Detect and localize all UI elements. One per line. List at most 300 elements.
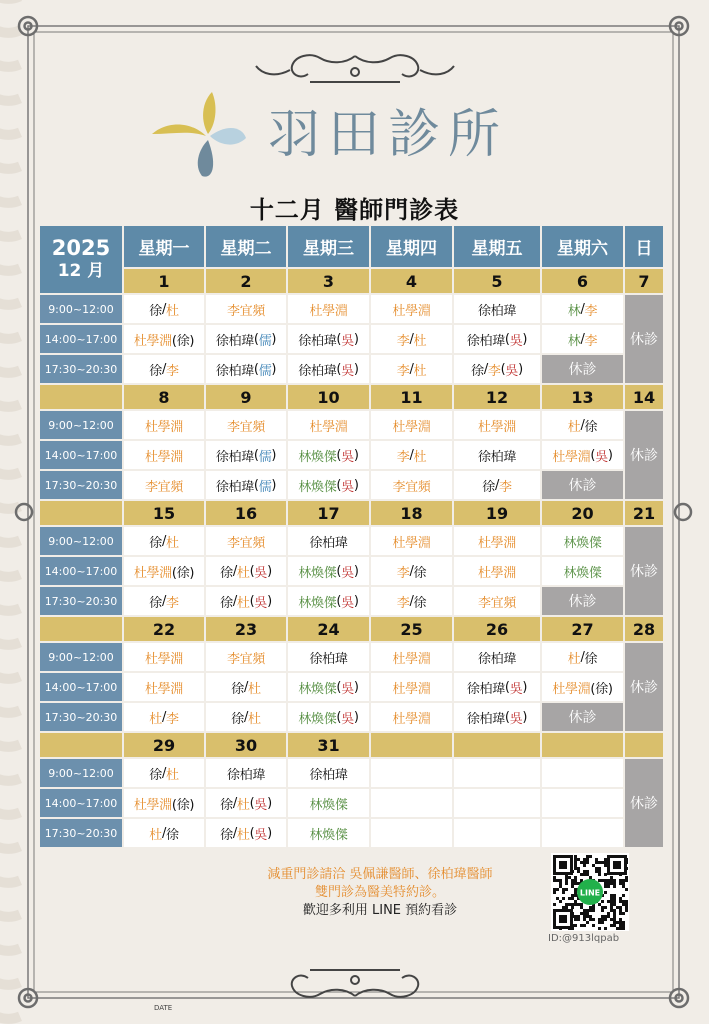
doctor-name: ) xyxy=(271,447,277,463)
doctor-cell xyxy=(124,759,204,787)
doctor-name: / xyxy=(580,417,585,433)
doctor-cell xyxy=(288,295,369,323)
doctor-cell xyxy=(454,587,540,615)
doctor-name: 李宜頻 xyxy=(226,419,266,435)
doctor-name: ) xyxy=(271,331,277,347)
doctor-name: 林煥傑 xyxy=(563,535,602,551)
date-cell: 22 xyxy=(124,617,204,641)
doctor-name: ) xyxy=(353,477,359,493)
doctor-cell xyxy=(542,441,623,469)
doctor-name: 杜學淵 xyxy=(133,565,172,581)
doctor-name: 徐柏瑋 xyxy=(466,711,505,727)
schedule-title: 十二月 醫師門診表 xyxy=(249,196,460,224)
doctor-name: 吳 xyxy=(509,711,523,727)
date-cell: 7 xyxy=(625,269,663,293)
doctor-name: 杜 xyxy=(149,711,162,727)
doctor-name: ) xyxy=(267,593,272,609)
doctor-name: (徐) xyxy=(171,565,195,581)
doctor-name: 杜學淵 xyxy=(552,681,591,697)
doctor-name: 杜學淵 xyxy=(392,681,431,697)
doctor-name: ( xyxy=(253,331,259,347)
doctor-name: 吳 xyxy=(341,333,354,349)
date-cell: 4 xyxy=(371,269,452,293)
doctor-cell xyxy=(454,819,540,847)
line-qr-code[interactable] xyxy=(551,853,629,931)
doctor-name: ) xyxy=(353,331,359,347)
weekday-header: 日 xyxy=(625,226,663,267)
date-cell xyxy=(454,733,540,757)
doctor-name: 徐 xyxy=(220,565,233,581)
date-cell: 17 xyxy=(288,501,369,525)
doctor-cell xyxy=(371,471,452,499)
doctor-cell xyxy=(542,325,623,353)
doctor-name: / xyxy=(243,709,249,725)
doctor-name: ( xyxy=(253,361,259,377)
doctor-cell xyxy=(454,643,540,671)
doctor-name: 李宜頻 xyxy=(392,479,431,495)
doctor-name: 林煥傑 xyxy=(298,449,337,465)
doctor-cell xyxy=(542,295,623,323)
doctor-name: 杜 xyxy=(248,711,261,727)
doctor-name: 李宜頻 xyxy=(144,479,184,495)
doctor-cell xyxy=(288,673,369,701)
doctor-name: 吳 xyxy=(341,363,354,379)
doctor-name: 李 xyxy=(396,595,410,611)
doctor-name: ( xyxy=(336,477,342,493)
doctor-name: 儒 xyxy=(258,333,272,349)
clinic-logo-icon xyxy=(150,90,260,180)
doctor-name: / xyxy=(580,649,585,665)
doctor-cell xyxy=(371,325,452,353)
date-cell: 30 xyxy=(206,733,286,757)
doctor-name: 吳 xyxy=(341,595,354,611)
doctor-name: / xyxy=(161,533,167,549)
doctor-cell xyxy=(206,673,286,701)
doctor-cell xyxy=(288,557,369,585)
line-icon-label: LINE xyxy=(579,888,601,898)
doctor-cell xyxy=(288,325,369,353)
top-ornament xyxy=(250,50,460,90)
doctor-name: 徐 xyxy=(166,827,179,843)
doctor-cell xyxy=(124,325,204,353)
doctor-name: 杜 xyxy=(567,651,581,667)
doctor-name: 吳 xyxy=(254,595,268,611)
weekday-header: 星期四 xyxy=(371,226,452,267)
doctor-name: / xyxy=(232,593,237,609)
doctor-cell xyxy=(288,587,369,615)
doctor-name: ( xyxy=(336,679,342,695)
doctor-name: 杜 xyxy=(236,827,250,843)
doctor-cell xyxy=(124,587,204,615)
doctor-name: 吳 xyxy=(254,797,268,813)
date-cell: 10 xyxy=(288,385,369,409)
doctor-cell xyxy=(288,789,369,817)
clinic-name: 羽田診所 xyxy=(268,105,509,165)
doctor-name: ) xyxy=(267,795,272,811)
doctor-cell xyxy=(288,643,369,671)
doctor-name: 吳 xyxy=(341,479,354,495)
doctor-cell xyxy=(371,643,452,671)
doctor-cell xyxy=(206,557,286,585)
doctor-name: 林煥傑 xyxy=(298,565,337,581)
doctor-cell xyxy=(206,441,286,469)
doctor-name: 李宜頻 xyxy=(226,303,266,319)
doctor-name: 吳 xyxy=(509,333,523,349)
week-label-cell xyxy=(40,501,122,525)
doctor-cell xyxy=(542,557,623,585)
date-cell: 15 xyxy=(124,501,204,525)
doctor-name: 徐 xyxy=(149,535,162,551)
doctor-name: ( xyxy=(504,709,510,725)
doctor-name: 徐柏瑋 xyxy=(309,535,348,551)
doctor-name: 杜學淵 xyxy=(133,797,172,813)
doctor-name: 吳 xyxy=(509,681,523,697)
doctor-name: 杜學淵 xyxy=(133,333,172,349)
doctor-name: 林煥傑 xyxy=(298,479,337,495)
doctor-name: 杜 xyxy=(236,797,250,813)
doctor-name: / xyxy=(232,563,237,579)
doctor-name: 徐 xyxy=(231,711,244,727)
doctor-name: 徐柏瑋 xyxy=(309,651,348,667)
date-cell: 24 xyxy=(288,617,369,641)
doctor-name: ( xyxy=(336,563,342,579)
doctor-name: 李 xyxy=(396,363,410,379)
doctor-name: / xyxy=(161,709,167,725)
doctor-cell xyxy=(454,325,540,353)
date-cell xyxy=(625,733,663,757)
doctor-name: 吳 xyxy=(254,565,268,581)
time-slot-label: 14:00~17:00 xyxy=(40,325,122,353)
doctor-name: 杜學淵 xyxy=(552,449,591,465)
doctor-cell xyxy=(124,557,204,585)
doctor-name: 徐 xyxy=(149,767,162,783)
doctor-cell xyxy=(206,789,286,817)
doctor-name: ( xyxy=(336,447,342,463)
doctor-cell xyxy=(454,703,540,731)
doctor-name: 杜 xyxy=(236,595,250,611)
doctor-name: 杜學淵 xyxy=(144,449,184,465)
doctor-cell xyxy=(124,527,204,555)
date-cell: 18 xyxy=(371,501,452,525)
doctor-name: ) xyxy=(271,477,277,493)
closed-cell: 休診 xyxy=(542,355,623,383)
doctor-name: ) xyxy=(271,361,277,377)
doctor-cell xyxy=(124,441,204,469)
doctor-name: 徐柏瑋 xyxy=(466,681,505,697)
time-slot-label: 17:30~20:30 xyxy=(40,355,122,383)
doctor-name: 徐柏瑋 xyxy=(466,333,505,349)
doctor-cell xyxy=(288,355,369,383)
doctor-cell xyxy=(288,819,369,847)
year-month-box xyxy=(40,226,122,293)
doctor-name: 吳 xyxy=(341,449,354,465)
doctor-name: 李宜頻 xyxy=(226,535,266,551)
date-cell: 29 xyxy=(124,733,204,757)
doctor-cell xyxy=(206,759,286,787)
doctor-name: 杜學淵 xyxy=(144,419,184,435)
date-cell: 14 xyxy=(625,385,663,409)
doctor-cell xyxy=(124,789,204,817)
doctor-name: ( xyxy=(253,447,259,463)
doctor-name: 吳 xyxy=(595,449,608,465)
doctor-name: (徐) xyxy=(590,681,613,697)
doctor-cell xyxy=(371,673,452,701)
doctor-name: 杜學淵 xyxy=(392,535,431,551)
time-slot-label: 17:30~20:30 xyxy=(40,471,122,499)
doctor-name: ( xyxy=(500,361,506,377)
doctor-name: ) xyxy=(353,593,359,609)
date-mark: DATE xyxy=(154,1004,173,1012)
doctor-name: / xyxy=(409,331,414,347)
date-cell: 13 xyxy=(542,385,623,409)
date-cell: 28 xyxy=(625,617,663,641)
doctor-cell xyxy=(454,471,540,499)
closed-cell: 休診 xyxy=(542,587,623,615)
doctor-name: / xyxy=(161,593,167,609)
doctor-cell xyxy=(542,643,623,671)
doctor-name: 徐柏瑋 xyxy=(215,333,254,349)
doctor-cell xyxy=(206,819,286,847)
doctor-name: 杜學淵 xyxy=(392,303,431,319)
doctor-name: 徐 xyxy=(482,479,495,495)
doctor-name: ) xyxy=(522,679,528,695)
weekday-header: 星期五 xyxy=(454,226,540,267)
doctor-name: 林煥傑 xyxy=(298,681,337,697)
doctor-name: 林煥傑 xyxy=(298,711,337,727)
time-slot-label: 14:00~17:00 xyxy=(40,789,122,817)
doctor-name: 徐 xyxy=(413,565,427,581)
doctor-cell xyxy=(371,703,452,731)
doctor-cell xyxy=(124,355,204,383)
doctor-name: / xyxy=(232,795,237,811)
doctor-name: ) xyxy=(353,679,359,695)
doctor-name: ( xyxy=(249,825,255,841)
weekday-header: 星期二 xyxy=(206,226,286,267)
doctor-name: ) xyxy=(353,709,359,725)
doctor-cell xyxy=(124,819,204,847)
doctor-cell xyxy=(206,295,286,323)
doctor-name: 吳 xyxy=(341,711,354,727)
doctor-cell xyxy=(454,295,540,323)
doctor-name: 吳 xyxy=(505,363,519,379)
date-cell: 31 xyxy=(288,733,369,757)
doctor-cell xyxy=(454,673,540,701)
doctor-name: 杜 xyxy=(413,363,427,379)
weight-loss-note: 減重門診請洽 吳佩謙醫師、徐柏瑋醫師 xyxy=(267,867,493,882)
doctor-name: / xyxy=(494,477,500,493)
doctor-name: 杜學淵 xyxy=(309,419,348,435)
doctor-name: ( xyxy=(336,709,342,725)
doctor-cell xyxy=(206,587,286,615)
doctor-name: 吳 xyxy=(341,681,354,697)
year-label: 2025 xyxy=(51,235,111,260)
doctor-cell xyxy=(454,411,540,439)
doctor-name: 李 xyxy=(396,449,410,465)
doctor-name: 杜 xyxy=(166,535,179,551)
date-cell: 8 xyxy=(124,385,204,409)
doctor-name: 林煥傑 xyxy=(309,827,348,843)
doctor-cell xyxy=(288,411,369,439)
doctor-name: 徐柏瑋 xyxy=(215,449,254,465)
date-cell: 9 xyxy=(206,385,286,409)
doctor-name: 儒 xyxy=(258,479,272,495)
doctor-name: 吳 xyxy=(254,827,268,843)
doctor-name: 徐 xyxy=(149,303,162,319)
doctor-name: 徐柏瑋 xyxy=(477,303,517,319)
doctor-name: 李 xyxy=(487,363,501,379)
doctor-cell xyxy=(371,295,452,323)
doctor-name: 林 xyxy=(567,303,581,319)
doctor-name: 徐柏瑋 xyxy=(215,479,254,495)
doctor-cell xyxy=(371,557,452,585)
doctor-name: ( xyxy=(336,331,342,347)
sunday-closed-cell: 休診 xyxy=(625,759,663,847)
doctor-name: 吳 xyxy=(341,565,354,581)
doctor-cell xyxy=(288,441,369,469)
doctor-name: 徐柏瑋 xyxy=(309,767,348,783)
doctor-name: 林 xyxy=(567,333,581,349)
aesthetic-note: 雙門診為醫美特約診。 xyxy=(314,885,445,900)
doctor-cell xyxy=(206,527,286,555)
doctor-cell xyxy=(542,819,623,847)
doctor-name: 李宜頻 xyxy=(477,595,517,611)
weekday-header: 星期三 xyxy=(288,226,369,267)
doctor-name: 徐柏瑋 xyxy=(477,651,517,667)
doctor-schedule-table xyxy=(40,226,665,843)
doctor-cell xyxy=(206,703,286,731)
doctor-name: 李 xyxy=(396,565,410,581)
doctor-name: / xyxy=(161,361,167,377)
doctor-name: ( xyxy=(249,593,255,609)
doctor-name: 徐柏瑋 xyxy=(226,767,266,783)
doctor-name: 杜學淵 xyxy=(477,419,517,435)
date-cell: 27 xyxy=(542,617,623,641)
doctor-name: 儒 xyxy=(258,363,272,379)
doctor-name: 杜學淵 xyxy=(477,565,517,581)
doctor-name: ) xyxy=(353,563,359,579)
date-cell: 5 xyxy=(454,269,540,293)
doctor-name: 李 xyxy=(584,303,598,319)
doctor-name: / xyxy=(243,679,249,695)
doctor-name: ) xyxy=(267,825,272,841)
doctor-name: 李 xyxy=(166,711,179,727)
doctor-name: ) xyxy=(353,447,359,463)
doctor-cell xyxy=(206,325,286,353)
doctor-cell xyxy=(206,411,286,439)
doctor-name: (徐) xyxy=(171,797,195,813)
doctor-cell xyxy=(124,295,204,323)
doctor-name: ) xyxy=(522,331,528,347)
doctor-cell xyxy=(124,703,204,731)
date-cell: 11 xyxy=(371,385,452,409)
doctor-cell xyxy=(288,471,369,499)
time-slot-label: 9:00~12:00 xyxy=(40,527,122,555)
doctor-name: 徐柏瑋 xyxy=(298,363,337,379)
doctor-name: 杜學淵 xyxy=(392,711,431,727)
doctor-cell xyxy=(454,759,540,787)
doctor-name: 徐 xyxy=(149,595,162,611)
doctor-cell xyxy=(206,471,286,499)
doctor-name: / xyxy=(580,301,585,317)
date-cell: 25 xyxy=(371,617,452,641)
doctor-name: / xyxy=(161,765,167,781)
doctor-cell xyxy=(454,527,540,555)
doctor-name: ) xyxy=(607,447,613,463)
doctor-cell xyxy=(124,411,204,439)
doctor-name: 杜學淵 xyxy=(392,651,431,667)
doctor-name: 李 xyxy=(499,479,512,495)
date-cell: 12 xyxy=(454,385,540,409)
line-id: ID:@913lqpab xyxy=(548,933,620,944)
doctor-name: 徐 xyxy=(584,419,598,435)
doctor-name: 徐 xyxy=(220,797,233,813)
doctor-cell xyxy=(454,355,540,383)
doctor-name: 杜學淵 xyxy=(309,303,348,319)
date-cell: 20 xyxy=(542,501,623,525)
doctor-name: 李 xyxy=(166,363,179,379)
doctor-cell xyxy=(542,411,623,439)
doctor-name: 徐 xyxy=(149,363,162,379)
doctor-cell xyxy=(371,441,452,469)
doctor-cell xyxy=(371,527,452,555)
date-cell: 6 xyxy=(542,269,623,293)
doctor-name: 杜 xyxy=(236,565,250,581)
doctor-name: 李 xyxy=(396,333,410,349)
doctor-name: (徐) xyxy=(171,333,195,349)
doctor-cell xyxy=(288,703,369,731)
doctor-cell xyxy=(371,819,452,847)
date-cell: 26 xyxy=(454,617,540,641)
doctor-cell xyxy=(124,643,204,671)
doctor-name: 杜 xyxy=(248,681,261,697)
time-slot-label: 9:00~12:00 xyxy=(40,411,122,439)
time-slot-label: 9:00~12:00 xyxy=(40,759,122,787)
week-label-cell xyxy=(40,733,122,757)
doctor-name: 徐 xyxy=(220,827,233,843)
time-slot-label: 9:00~12:00 xyxy=(40,643,122,671)
doctor-name: / xyxy=(409,593,414,609)
doctor-name: 徐柏瑋 xyxy=(477,449,517,465)
doctor-name: ( xyxy=(504,679,510,695)
doctor-name: 杜 xyxy=(413,333,427,349)
doctor-name: 杜學淵 xyxy=(144,651,184,667)
closed-cell: 休診 xyxy=(542,703,623,731)
time-slot-label: 14:00~17:00 xyxy=(40,673,122,701)
doctor-name: 林煥傑 xyxy=(309,797,348,813)
doctor-name: / xyxy=(232,825,237,841)
doctor-name: 杜 xyxy=(567,419,581,435)
doctor-name: ( xyxy=(336,361,342,377)
doctor-cell xyxy=(371,759,452,787)
doctor-name: / xyxy=(483,361,488,377)
closed-cell: 休診 xyxy=(542,471,623,499)
bottom-ornament xyxy=(250,962,460,1002)
doctor-cell xyxy=(542,673,623,701)
doctor-name: 徐 xyxy=(413,595,427,611)
doctor-cell xyxy=(124,471,204,499)
doctor-cell xyxy=(454,441,540,469)
doctor-name: / xyxy=(409,447,414,463)
sunday-closed-cell: 休診 xyxy=(625,527,663,615)
sunday-closed-cell: 休診 xyxy=(625,295,663,383)
doctor-cell xyxy=(124,673,204,701)
doctor-cell xyxy=(542,759,623,787)
doctor-name: 杜 xyxy=(166,767,179,783)
doctor-name: 杜學淵 xyxy=(477,535,517,551)
doctor-name: ( xyxy=(590,447,596,463)
doctor-name: 徐 xyxy=(471,363,484,379)
weekday-header: 星期一 xyxy=(124,226,204,267)
